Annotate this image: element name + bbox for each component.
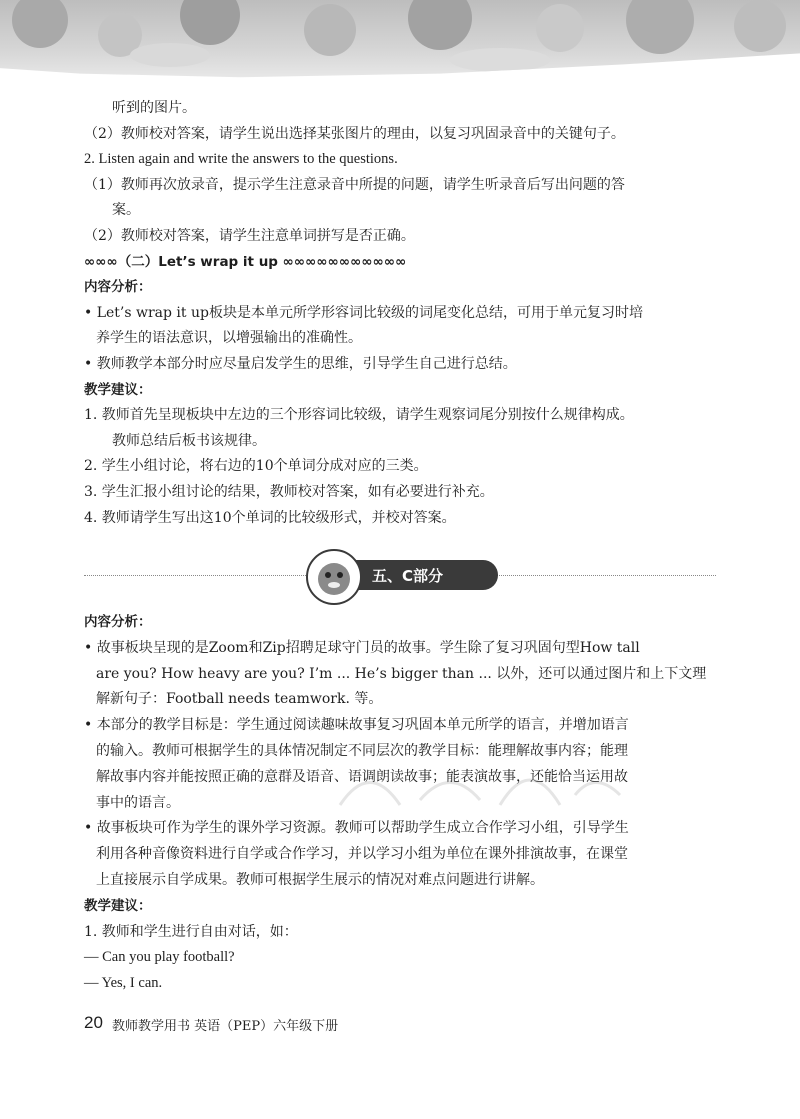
text-line-bottom: 的输入。教师可根据学生的具体情况制定不同层次的教学目标：能理解故事内容；能理 <box>96 743 628 759</box>
text-line-top: （2）教师校对答案，请学生说出选择某张图片的理由，以复习巩固录音中的关键句子。 <box>84 125 625 142</box>
text-line-top: （2）教师校对答案，请学生注意单词拼写是否正确。 <box>84 228 415 244</box>
text-line-top: （1）教师再次放录音，提示学生注意录音中所提的问题，请学生听录音后写出问题的答 <box>84 176 625 193</box>
text-line-top: ∞∞∞（二）Let’s wrap it up ∞∞∞∞∞∞∞∞∞∞∞ <box>84 253 407 270</box>
text-line-bottom: 上直接展示自学成果。教师可根据学生展示的情况对难点问题进行讲解。 <box>96 872 544 888</box>
text-line-top: 教师总结后板书该规律。 <box>112 432 266 449</box>
text-line-top: 1. 教师首先呈现板块中左边的三个形容词比较级，请学生观察词尾分别按什么规律构成。 <box>84 407 634 424</box>
text-line-bottom: • 故事板块可作为学生的课外学习资源。教师可以帮助学生成立合作学习小组，引导学生 <box>84 820 629 837</box>
section-mascot-icon <box>306 549 362 605</box>
text-line-top: 3. 学生汇报小组讨论的结果，教师校对答案，如有必要进行补充。 <box>84 484 494 500</box>
text-line-top: 2. 学生小组讨论，将右边的10个单词分成对应的三类。 <box>84 458 428 475</box>
text-line-top: 2. Listen again and write the answers to the questions. <box>84 151 398 168</box>
text-line-bottom: are you? How heavy are you? I’m ... He’s bigger than ... 以外，还可以通过图片和上下文理 <box>96 665 707 682</box>
text-line-top: 案。 <box>112 202 140 219</box>
header-banner <box>0 0 800 92</box>
text-line-top: • Let’s wrap it up板块是本单元所学形容词比较级的词尾变化总结，可用于单元复习时培 <box>84 304 643 321</box>
text-line-top: 教学建议： <box>84 381 152 398</box>
text-line-top: 4. 教师请学生写出这10个单词的比较级形式，并校对答案。 <box>84 509 456 526</box>
section-title: 五、C部分 <box>372 567 444 585</box>
text-line-bottom: • 故事板块呈现的是Zoom和Zip招聘足球守门员的故事。学生除了复习巩固句型How tall <box>84 639 640 656</box>
text-line-top: 内容分析： <box>84 279 152 296</box>
text-line-top: 听到的图片。 <box>112 100 196 116</box>
text-line-bottom: 事中的语言。 <box>96 794 180 811</box>
text-line-bottom: 内容分析： <box>84 614 152 630</box>
floral-decoration <box>0 0 800 92</box>
text-line-bottom: 解故事内容并能按照正确的意群及语音、语调朗读故事；能表演故事，还能恰当运用故 <box>96 768 628 785</box>
text-line-bottom: — Yes, I can. <box>84 975 163 992</box>
text-line-top: 养学生的语法意识，以增强输出的准确性。 <box>96 330 362 347</box>
text-line-bottom: 利用各种音像资料进行自学或合作学习，并以学习小组为单位在课外排演故事，在课堂 <box>96 846 628 863</box>
text-line-bottom: 解新句子：Football needs teamwork. 等。 <box>96 691 383 708</box>
page-number: 20 <box>84 1013 103 1032</box>
text-line-bottom: — Can you play football? <box>84 949 235 966</box>
text-line-bottom: 教学建议： <box>84 897 152 914</box>
text-line-bottom: 1. 教师和学生进行自由对话，如： <box>84 923 298 940</box>
text-line-top: • 教师教学本部分时应尽量启发学生的思维，引导学生自己进行总结。 <box>84 356 517 372</box>
book-title: 教师教学用书 英语（PEP）六年级下册 <box>112 1019 339 1034</box>
text-line-bottom: • 本部分的教学目标是：学生通过阅读趣味故事复习巩固本单元所学的语言，并增加语言 <box>84 717 629 734</box>
publisher-watermark <box>330 755 630 815</box>
